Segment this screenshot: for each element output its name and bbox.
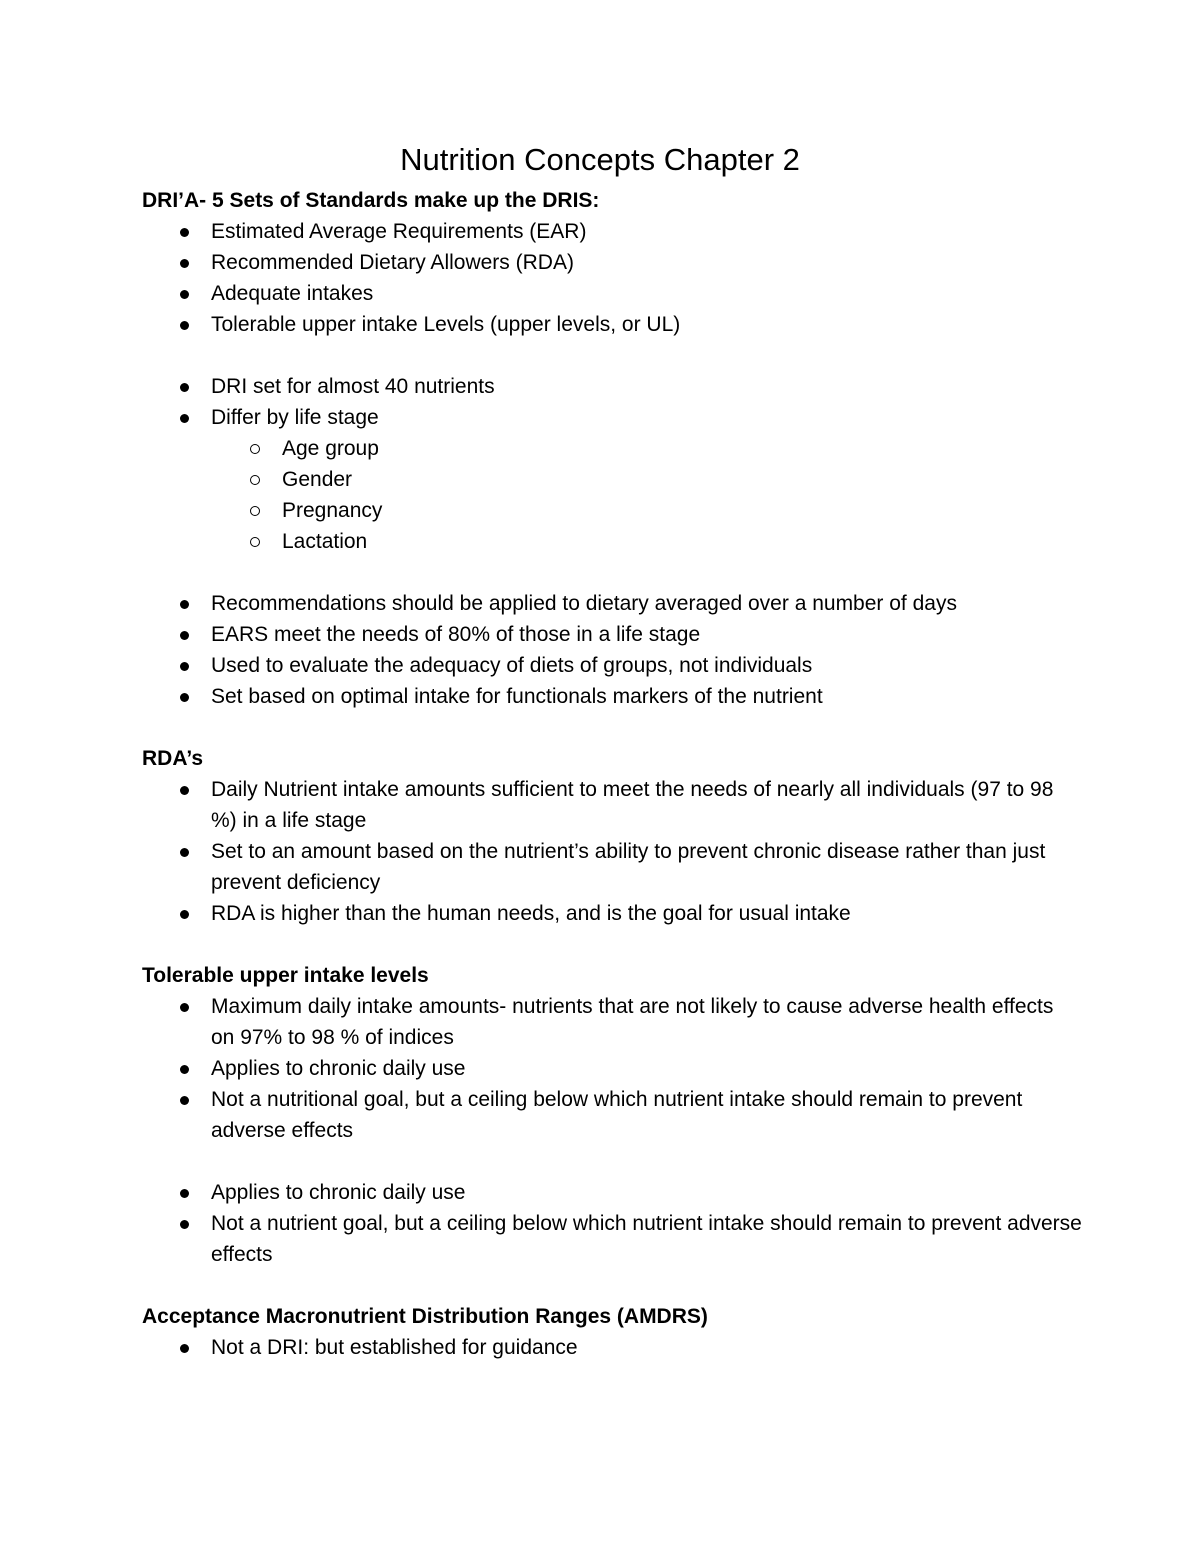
list-item: Estimated Average Requirements (EAR) — [142, 216, 1082, 247]
rda-list — [142, 774, 1082, 929]
list-item: Differ by life stage — [142, 402, 1082, 433]
dri-facts-list — [142, 371, 1082, 433]
list-item: Applies to chronic daily use — [142, 1053, 1082, 1084]
spacer — [142, 340, 1082, 371]
ul-list — [142, 991, 1082, 1146]
list-item: Not a DRI: but established for guidance — [142, 1332, 1082, 1363]
sub-list-item: Gender — [142, 464, 1082, 495]
spacer — [142, 929, 1082, 960]
list-item: RDA is higher than the human needs, and is the goal for usual intake — [142, 898, 1082, 929]
sub-list-item: Age group — [142, 433, 1082, 464]
list-item: Recommended Dietary Allowers (RDA) — [142, 247, 1082, 278]
list-item: Used to evaluate the adequacy of diets of groups, not individuals — [142, 650, 1082, 681]
list-item: Daily Nutrient intake amounts sufficient to meet the needs of nearly all individuals (97 to 98 %) in a life stage — [142, 774, 1082, 836]
section-heading-ul: Tolerable upper intake levels — [142, 964, 429, 987]
list-item: Set to an amount based on the nutrient’s ability to prevent chronic disease rather than just prevent deficiency — [142, 836, 1082, 898]
life-stage-sublist — [142, 433, 1082, 557]
section-heading-rda: RDA’s — [142, 747, 204, 770]
spacer — [142, 1270, 1082, 1301]
ul-repeat-list — [142, 1177, 1082, 1270]
page-title: Nutrition Concepts Chapter 2 — [400, 142, 800, 177]
list-item: Set based on optimal intake for functionals markers of the nutrient — [142, 681, 1082, 712]
list-item: Tolerable upper intake Levels (upper levels, or UL) — [142, 309, 1082, 340]
list-item: Recommendations should be applied to dietary averaged over a number of days — [142, 588, 1082, 619]
list-item: DRI set for almost 40 nutrients — [142, 371, 1082, 402]
spacer — [142, 557, 1082, 588]
dri-notes-list — [142, 588, 1082, 712]
amdr-list — [142, 1332, 1082, 1363]
list-item: Maximum daily intake amounts- nutrients that are not likely to cause adverse health effects on 97% to 98 % of indices — [142, 991, 1082, 1053]
document-body — [142, 185, 1082, 1363]
spacer — [142, 1146, 1082, 1177]
section-heading-amdr: Acceptance Macronutrient Distribution Ranges (AMDRS) — [142, 1305, 708, 1328]
section-heading-dri: DRI’A- 5 Sets of Standards make up the DRIS: — [142, 189, 600, 212]
spacer — [142, 712, 1082, 743]
sub-list-item: Lactation — [142, 526, 1082, 557]
list-item: Not a nutritional goal, but a ceiling below which nutrient intake should remain to prevent adverse effects — [142, 1084, 1082, 1146]
list-item: Not a nutrient goal, but a ceiling below which nutrient intake should remain to prevent adverse effects — [142, 1208, 1082, 1270]
sub-list-item: Pregnancy — [142, 495, 1082, 526]
list-item: Applies to chronic daily use — [142, 1177, 1082, 1208]
list-item: EARS meet the needs of 80% of those in a life stage — [142, 619, 1082, 650]
list-item: Adequate intakes — [142, 278, 1082, 309]
dri-standards-list — [142, 216, 1082, 340]
